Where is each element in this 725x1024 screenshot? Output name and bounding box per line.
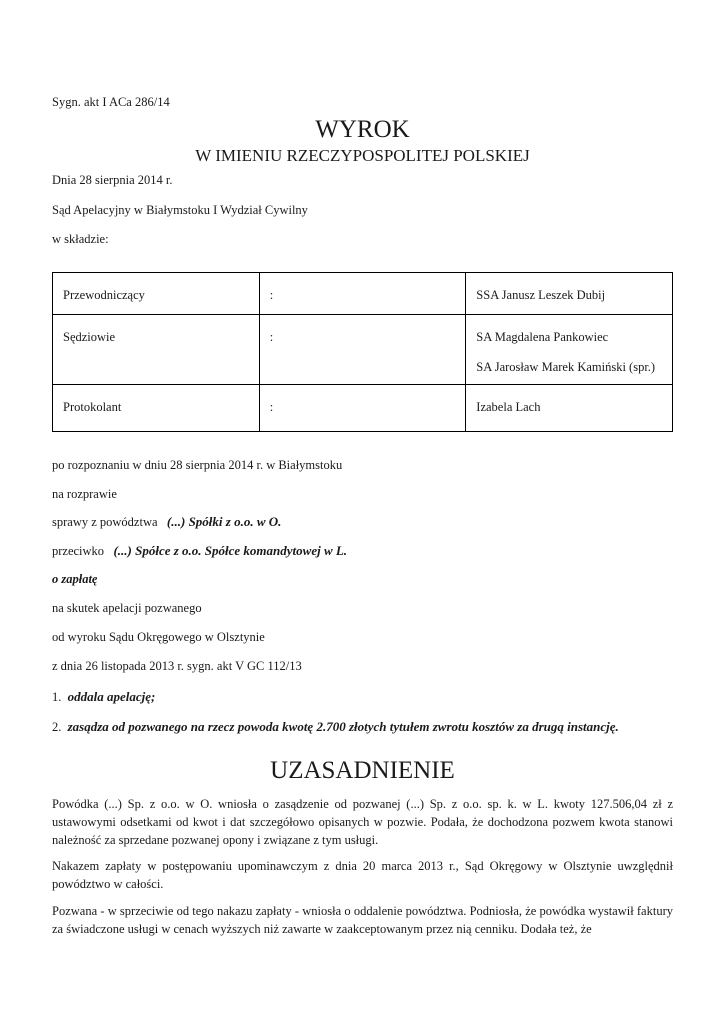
case-subject: o zapłatę	[52, 572, 98, 586]
reasoning-paragraph: Pozwana - w sprzeciwie od tego nakazu zapłaty - wniosła o oddalenie powództwa. Podniosła, że powódka wystawił faktury za świadczone usługi w cenach wyższych niż zawarte w zaakceptowanym przez nią cenniku. Dodała też, że	[52, 904, 673, 936]
court-name: Sąd Apelacyjny w Białymstoku I Wydział Cywilny	[52, 203, 308, 217]
ruling-text: oddala apelację;	[67, 689, 156, 704]
plaintiff-name: (...) Spółki z o.o. w O.	[166, 514, 282, 529]
composition-label: w składzie:	[52, 232, 109, 246]
defendant-name: (...) Spółce z o.o. Spółce komandytowej w L.	[113, 543, 348, 558]
defendant-line	[52, 543, 347, 559]
hearing-date: po rozpoznaniu w dniu 28 sierpnia 2014 r. w Białymstoku	[52, 458, 343, 472]
appeal-line: na skutek apelacji pozwanego	[52, 601, 202, 615]
judgment-date: Dnia 28 sierpnia 2014 r.	[52, 173, 173, 187]
separator-cell: :	[259, 315, 466, 385]
table-row	[53, 273, 673, 315]
judgment-from: od wyroku Sądu Okręgowego w Olsztynie	[52, 630, 265, 644]
ruling-number: 1.	[52, 690, 62, 704]
case-signature: Sygn. akt I ACa 286/14	[52, 95, 170, 109]
hearing-type: na rozprawie	[52, 487, 117, 501]
role-cell: Protokolant	[53, 385, 260, 432]
table-row	[53, 315, 673, 385]
court-panel-table	[52, 272, 673, 432]
reasoning-paragraph: Nakazem zapłaty w postępowaniu upominawczym z dnia 20 marca 2013 r., Sąd Okręgowy w Olsztynie uwzględnił powództwo w całości.	[52, 859, 673, 891]
ruling-item	[52, 689, 155, 705]
separator-cell: :	[259, 273, 466, 315]
ruling-text: zasądza od pozwanego na rzecz powoda kwotę 2.700 złotych tytułem zwrotu kosztów za drugą instancję.	[67, 719, 619, 734]
plaintiff-line	[52, 514, 281, 530]
reasoning-paragraph: Powódka (...) Sp. z o.o. w O. wniosła o zasądzenie od pozwanej (...) Sp. z o.o. sp. k. w L. kwoty 127.506,04 zł z ustawowymi odsetkami od kwot i dat szczegółowo opisanych w pozwie. Podała, że dochodzona pozwem kwota stanowi należność za sprzedane pozwanej opony i związane z tym usługi.	[52, 797, 673, 847]
plaintiff-prefix: sprawy z powództwa	[52, 515, 158, 529]
defendant-prefix: przeciwko	[52, 544, 105, 558]
table-row	[53, 385, 673, 432]
document-title: WYROK	[315, 116, 410, 143]
document-subtitle: W IMIENIU RZECZYPOSPOLITEJ POLSKIEJ	[195, 146, 530, 165]
name-cell: SA Magdalena Pankowiec SA Jarosław Marek Kamiński (spr.)	[466, 315, 673, 385]
role-cell: Sędziowie	[53, 315, 260, 385]
reasoning-title: UZASADNIENIE	[270, 757, 455, 784]
ruling-item	[52, 718, 673, 736]
name-cell: SSA Janusz Leszek Dubij	[466, 273, 673, 315]
separator-cell: :	[259, 385, 466, 432]
ruling-number: 2.	[52, 720, 62, 734]
judgment-date-line: z dnia 26 listopada 2013 r. sygn. akt V GC 112/13	[52, 659, 302, 673]
name-cell: Izabela Lach	[466, 385, 673, 432]
role-cell: Przewodniczący	[53, 273, 260, 315]
